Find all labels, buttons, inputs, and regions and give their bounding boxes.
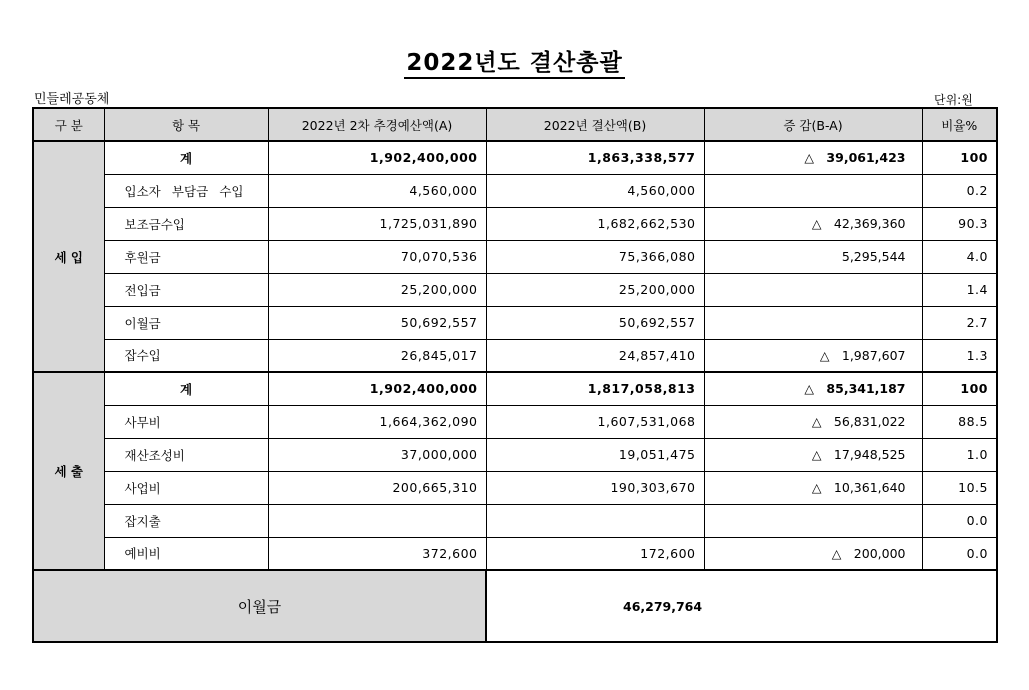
table-row (33, 339, 997, 372)
diff-value: 39,061,423 (826, 150, 906, 166)
ratio-cell: 88.5 (922, 405, 997, 438)
header-ratio: 비율% (922, 108, 997, 141)
ratio-cell: 1.3 (922, 339, 997, 372)
carryover-row (33, 570, 997, 642)
budget-cell: 70,070,536 (268, 240, 486, 273)
document-title: 2022년도 결산총괄 (0, 44, 1029, 77)
budget-cell: 1,664,362,090 (268, 405, 486, 438)
table-row (33, 273, 997, 306)
item-cell: 재산조성비 (104, 438, 268, 471)
delta-marker: △ (811, 480, 822, 495)
actual-cell: 1,682,662,530 (486, 207, 704, 240)
delta-marker: △ (811, 414, 822, 429)
ratio-cell: 1.4 (922, 273, 997, 306)
carryover-label: 이월금 (33, 570, 486, 642)
item-cell: 이월금 (104, 306, 268, 339)
item-cell: 입소자 부담금 수입 (104, 174, 268, 207)
item-cell: 계 (104, 372, 268, 405)
budget-cell: 1,725,031,890 (268, 207, 486, 240)
actual-cell: 25,200,000 (486, 273, 704, 306)
actual-cell: 50,692,557 (486, 306, 704, 339)
ratio-cell: 0.2 (922, 174, 997, 207)
budget-cell: 26,845,017 (268, 339, 486, 372)
budget-cell: 25,200,000 (268, 273, 486, 306)
budget-cell: 1,902,400,000 (268, 372, 486, 405)
diff-value: 42,369,360 (833, 216, 906, 231)
delta-marker: △ (811, 216, 822, 231)
ratio-cell: 0.0 (922, 504, 997, 537)
header-budget: 2022년 2차 추경예산액(A) (268, 108, 486, 141)
item-cell: 계 (104, 141, 268, 174)
budget-cell: 37,000,000 (268, 438, 486, 471)
budget-cell (268, 504, 486, 537)
header-actual: 2022년 결산액(B) (486, 108, 704, 141)
delta-marker: △ (804, 150, 815, 166)
diff-value: 5,295,544 (841, 249, 906, 264)
actual-cell: 1,817,058,813 (486, 372, 704, 405)
table-row (33, 372, 997, 405)
ratio-cell: 0.0 (922, 537, 997, 570)
table-row (33, 141, 997, 174)
expense-section (33, 372, 997, 570)
diff-cell (704, 405, 922, 438)
actual-cell: 172,600 (486, 537, 704, 570)
item-cell: 사업비 (104, 471, 268, 504)
table-row (33, 174, 997, 207)
delta-marker: △ (831, 545, 842, 561)
actual-cell: 4,560,000 (486, 174, 704, 207)
header-diff: 증 감(B-A) (704, 108, 922, 141)
delta-marker: △ (804, 381, 815, 397)
diff-cell (704, 174, 922, 207)
actual-cell: 190,303,670 (486, 471, 704, 504)
organization-name: 민들레공동체 (34, 92, 110, 107)
diff-cell (704, 471, 922, 504)
ratio-cell: 10.5 (922, 471, 997, 504)
table-row (33, 240, 997, 273)
diff-cell (704, 141, 922, 174)
table-row (33, 504, 997, 537)
ratio-cell: 100 (922, 141, 997, 174)
ratio-cell: 90.3 (922, 207, 997, 240)
header-category: 구 분 (33, 108, 104, 141)
budget-cell: 50,692,557 (268, 306, 486, 339)
diff-cell (704, 207, 922, 240)
diff-value: 85,341,187 (826, 381, 906, 397)
budget-cell: 1,902,400,000 (268, 141, 486, 174)
diff-cell (704, 372, 922, 405)
ratio-cell: 100 (922, 372, 997, 405)
actual-cell: 75,366,080 (486, 240, 704, 273)
carryover-value: 46,279,764 (486, 570, 997, 642)
delta-marker: △ (819, 347, 830, 363)
table-row (33, 438, 997, 471)
diff-value: 200,000 (853, 545, 906, 561)
actual-cell (486, 504, 704, 537)
diff-cell (704, 537, 922, 570)
actual-cell: 24,857,410 (486, 339, 704, 372)
diff-cell (704, 339, 922, 372)
delta-marker: △ (811, 447, 822, 462)
diff-cell (704, 306, 922, 339)
ratio-cell: 1.0 (922, 438, 997, 471)
table-row (33, 207, 997, 240)
diff-value: 10,361,640 (833, 480, 906, 495)
budget-cell: 372,600 (268, 537, 486, 570)
diff-cell (704, 504, 922, 537)
income-section (33, 141, 997, 372)
item-cell: 예비비 (104, 537, 268, 570)
header-item: 항 목 (104, 108, 268, 141)
item-cell: 잡수입 (104, 339, 268, 372)
diff-value: 1,987,607 (841, 347, 906, 363)
table-row (33, 471, 997, 504)
actual-cell: 1,607,531,068 (486, 405, 704, 438)
diff-cell (704, 240, 922, 273)
item-cell: 잡지출 (104, 504, 268, 537)
diff-cell (704, 273, 922, 306)
table-row (33, 405, 997, 438)
budget-cell: 200,665,310 (268, 471, 486, 504)
category-cell: 세 출 (33, 372, 104, 570)
table-row (33, 306, 997, 339)
settlement-table (32, 107, 998, 643)
header-row (33, 108, 997, 141)
ratio-cell: 2.7 (922, 306, 997, 339)
category-cell: 세 입 (33, 141, 104, 372)
unit-label: 단위:원 (934, 93, 973, 107)
diff-value: 56,831,022 (833, 414, 906, 429)
actual-cell: 1,863,338,577 (486, 141, 704, 174)
table-row (33, 537, 997, 570)
item-cell: 후원금 (104, 240, 268, 273)
ratio-cell: 4.0 (922, 240, 997, 273)
item-cell: 보조금수입 (104, 207, 268, 240)
budget-cell: 4,560,000 (268, 174, 486, 207)
diff-value: 17,948,525 (833, 447, 906, 462)
actual-cell: 19,051,475 (486, 438, 704, 471)
item-cell: 사무비 (104, 405, 268, 438)
diff-cell (704, 438, 922, 471)
item-cell: 전입금 (104, 273, 268, 306)
